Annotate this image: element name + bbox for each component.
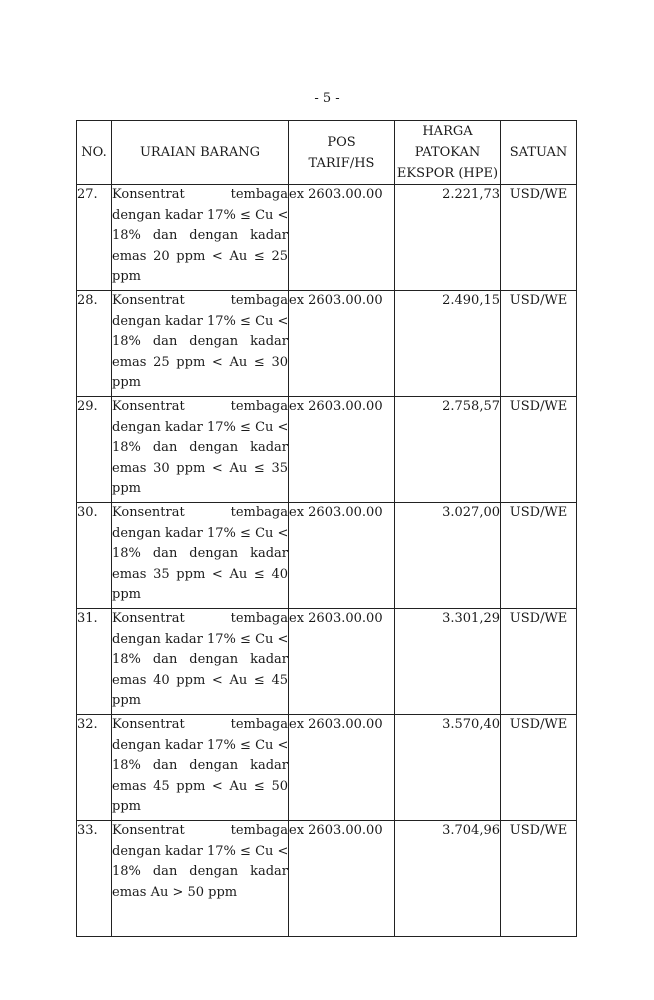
description-line: ppm <box>112 693 141 708</box>
description-line: dengan kadar 17% ≤ Cu < <box>112 843 289 859</box>
description-line: 18% dan dengan kadar <box>112 652 288 667</box>
description-line: ppm <box>112 587 141 602</box>
description-line: emas 35 ppm < Au ≤ 40 <box>112 566 288 582</box>
satuan: USD/WE <box>501 821 577 937</box>
header-uraian-barang: URAIAN BARANG <box>112 121 289 185</box>
page-number: - 5 - <box>314 91 340 106</box>
description-line: dengan kadar 17% ≤ Cu < <box>112 631 289 647</box>
item-description <box>112 397 289 503</box>
description-line: emas 45 ppm < Au ≤ 50 <box>112 778 288 794</box>
description-line: emas Au > 50 ppm <box>112 884 238 900</box>
description-line: ppm <box>112 269 141 284</box>
item-description <box>112 503 289 609</box>
row-number: 28. <box>77 291 112 397</box>
description-line: 18% dan dengan kadar <box>112 228 288 243</box>
table-row <box>77 397 577 503</box>
table-row <box>77 291 577 397</box>
pos-tarif-hs: ex 2603.00.00 <box>289 609 395 715</box>
description-line: 18% dan dengan kadar <box>112 546 288 561</box>
hpe-table <box>76 120 577 937</box>
description-line: ppm <box>112 799 141 814</box>
pos-tarif-hs: ex 2603.00.00 <box>289 291 395 397</box>
description-line: Konsentrat tembaga <box>112 717 288 732</box>
row-number: 31. <box>77 609 112 715</box>
description-line: dengan kadar 17% ≤ Cu < <box>112 419 289 435</box>
header-harga-patokan: HARGA PATOKAN EKSPOR (HPE) <box>395 121 501 185</box>
pos-tarif-hs: ex 2603.00.00 <box>289 397 395 503</box>
row-number: 32. <box>77 715 112 821</box>
description-line: emas 40 ppm < Au ≤ 45 <box>112 672 288 688</box>
description-line: ppm <box>112 375 141 390</box>
satuan: USD/WE <box>501 185 577 291</box>
harga-patokan-ekspor: 3.027,00 <box>395 503 501 609</box>
description-line: 18% dan dengan kadar <box>112 440 288 455</box>
description-line: 18% dan dengan kadar <box>112 864 288 879</box>
table-row <box>77 821 577 937</box>
row-number: 29. <box>77 397 112 503</box>
table-row <box>77 185 577 291</box>
row-number: 33. <box>77 821 112 937</box>
row-number: 30. <box>77 503 112 609</box>
satuan: USD/WE <box>501 291 577 397</box>
item-description <box>112 715 289 821</box>
description-line: 18% dan dengan kadar <box>112 758 288 773</box>
description-line: Konsentrat tembaga <box>112 823 288 838</box>
satuan: USD/WE <box>501 715 577 821</box>
item-description <box>112 185 289 291</box>
description-line: dengan kadar 17% ≤ Cu < <box>112 737 289 753</box>
satuan: USD/WE <box>501 503 577 609</box>
description-line: ppm <box>112 481 141 496</box>
harga-patokan-ekspor: 2.221,73 <box>395 185 501 291</box>
pos-tarif-hs: ex 2603.00.00 <box>289 821 395 937</box>
harga-patokan-ekspor: 3.301,29 <box>395 609 501 715</box>
description-line: 18% dan dengan kadar <box>112 334 288 349</box>
harga-patokan-ekspor: 2.758,57 <box>395 397 501 503</box>
description-line: dengan kadar 17% ≤ Cu < <box>112 313 289 329</box>
description-line: Konsentrat tembaga <box>112 611 288 626</box>
harga-patokan-ekspor: 3.704,96 <box>395 821 501 937</box>
header-no: NO. <box>77 121 112 185</box>
harga-patokan-ekspor: 2.490,15 <box>395 291 501 397</box>
description-line: Konsentrat tembaga <box>112 505 288 520</box>
description-line: Konsentrat tembaga <box>112 399 288 414</box>
description-line: Konsentrat tembaga <box>112 293 288 308</box>
table-row <box>77 503 577 609</box>
description-line: dengan kadar 17% ≤ Cu < <box>112 207 289 223</box>
satuan: USD/WE <box>501 397 577 503</box>
description-line: emas 25 ppm < Au ≤ 30 <box>112 354 288 370</box>
table-header-row <box>77 121 577 185</box>
satuan: USD/WE <box>501 609 577 715</box>
description-line: dengan kadar 17% ≤ Cu < <box>112 525 289 541</box>
item-description <box>112 821 289 937</box>
table-row <box>77 609 577 715</box>
description-line: emas 20 ppm < Au ≤ 25 <box>112 248 288 264</box>
pos-tarif-hs: ex 2603.00.00 <box>289 503 395 609</box>
harga-patokan-ekspor: 3.570,40 <box>395 715 501 821</box>
pos-tarif-hs: ex 2603.00.00 <box>289 185 395 291</box>
header-pos-tarif: POS TARIF/HS <box>289 121 395 185</box>
header-satuan: SATUAN <box>501 121 577 185</box>
description-line: emas 30 ppm < Au ≤ 35 <box>112 460 288 476</box>
row-number: 27. <box>77 185 112 291</box>
item-description <box>112 609 289 715</box>
description-line: Konsentrat tembaga <box>112 187 288 202</box>
pos-tarif-hs: ex 2603.00.00 <box>289 715 395 821</box>
item-description <box>112 291 289 397</box>
table-row <box>77 715 577 821</box>
